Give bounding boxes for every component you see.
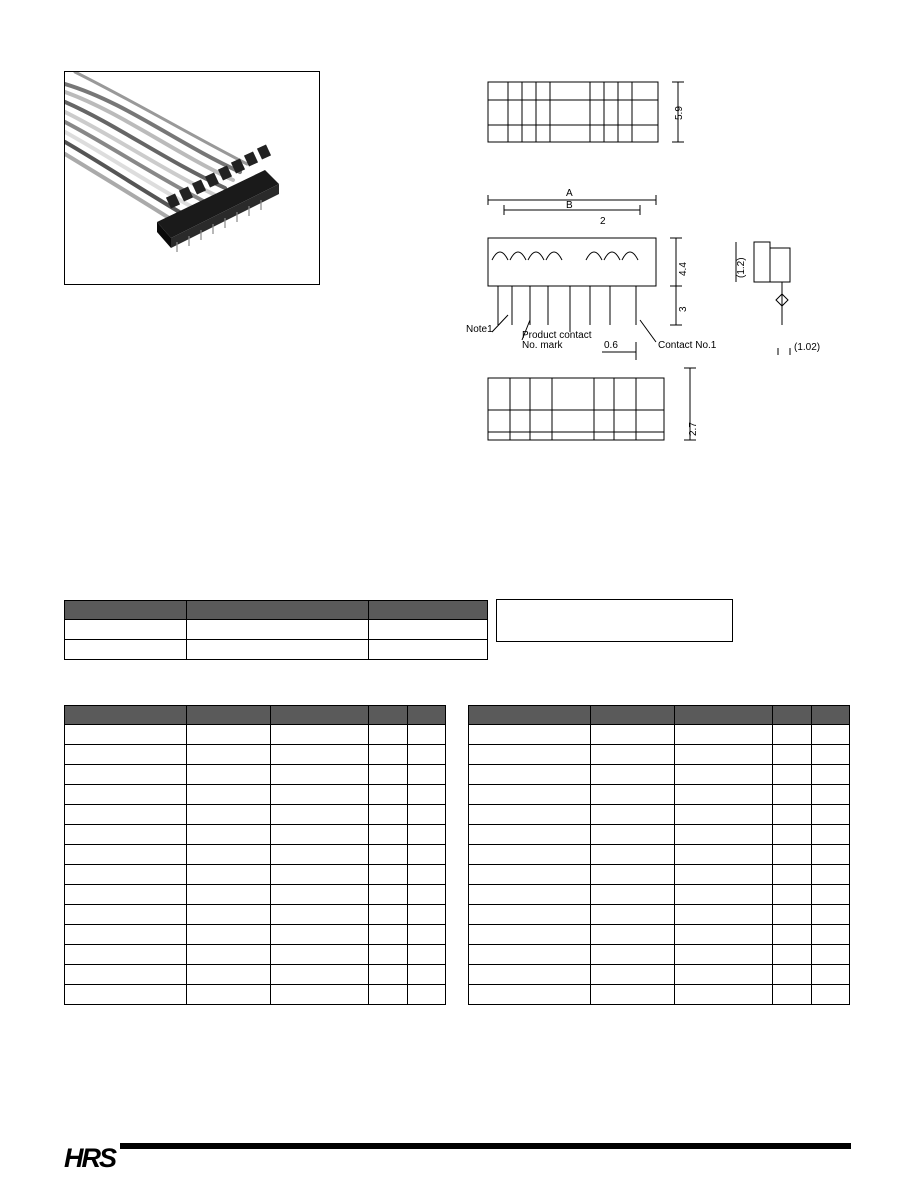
table-row bbox=[65, 825, 446, 845]
table-row bbox=[65, 845, 446, 865]
table-row bbox=[65, 785, 446, 805]
hrs-logo-mark bbox=[64, 1141, 118, 1173]
note-box bbox=[496, 599, 733, 642]
logo-text: HRS bbox=[64, 1143, 116, 1173]
table-row bbox=[469, 925, 850, 945]
table-row bbox=[65, 640, 488, 660]
dim-5-9: 5.9 bbox=[674, 106, 685, 120]
no-mark-label: No. mark bbox=[522, 340, 563, 351]
table-row bbox=[469, 745, 850, 765]
table-row bbox=[65, 925, 446, 945]
table-row bbox=[469, 865, 850, 885]
small-spec-table bbox=[64, 600, 488, 660]
connector-dimension-svg bbox=[460, 70, 840, 450]
table-header-row bbox=[65, 706, 446, 725]
table-row bbox=[65, 620, 488, 640]
table-row bbox=[469, 945, 850, 965]
dim-4-4: 4.4 bbox=[678, 262, 689, 276]
dim-3: 3 bbox=[678, 306, 689, 312]
note1-label: Note1 bbox=[466, 324, 493, 335]
dim-0-6: 0.6 bbox=[604, 340, 618, 351]
table-row bbox=[469, 805, 850, 825]
dimension-drawing bbox=[460, 70, 840, 450]
dim-1-2: (1.2) bbox=[736, 257, 747, 278]
footer-rule bbox=[120, 1143, 851, 1149]
table-row bbox=[65, 965, 446, 985]
dim-2-7: 2.7 bbox=[688, 422, 699, 436]
connector-photo-image bbox=[65, 72, 319, 284]
table-row bbox=[65, 865, 446, 885]
table-row bbox=[65, 745, 446, 765]
table-row bbox=[65, 725, 446, 745]
table-header-row bbox=[65, 601, 488, 620]
dim-a: A bbox=[566, 188, 573, 199]
table-row bbox=[469, 845, 850, 865]
table-row bbox=[469, 885, 850, 905]
hrs-logo bbox=[64, 1141, 118, 1173]
table-row bbox=[65, 885, 446, 905]
table-row bbox=[469, 725, 850, 745]
table-row bbox=[469, 825, 850, 845]
table-row bbox=[469, 785, 850, 805]
table-row bbox=[469, 965, 850, 985]
contact-no1-label: Contact No.1 bbox=[658, 340, 717, 351]
table-row bbox=[65, 805, 446, 825]
table-row bbox=[65, 905, 446, 925]
table-row bbox=[65, 985, 446, 1005]
left-parts-table bbox=[64, 705, 446, 1005]
right-parts-table bbox=[468, 705, 850, 1005]
table-row bbox=[65, 945, 446, 965]
table-header-row bbox=[469, 706, 850, 725]
table-row bbox=[469, 765, 850, 785]
dim-2: 2 bbox=[600, 216, 606, 227]
product-contact-label: Product contact bbox=[522, 330, 592, 341]
table-row bbox=[469, 985, 850, 1005]
table-row bbox=[65, 765, 446, 785]
product-photo bbox=[64, 71, 320, 285]
table-row bbox=[469, 905, 850, 925]
dim-1-02: (1.02) bbox=[794, 342, 821, 353]
dim-b: B bbox=[566, 200, 573, 211]
